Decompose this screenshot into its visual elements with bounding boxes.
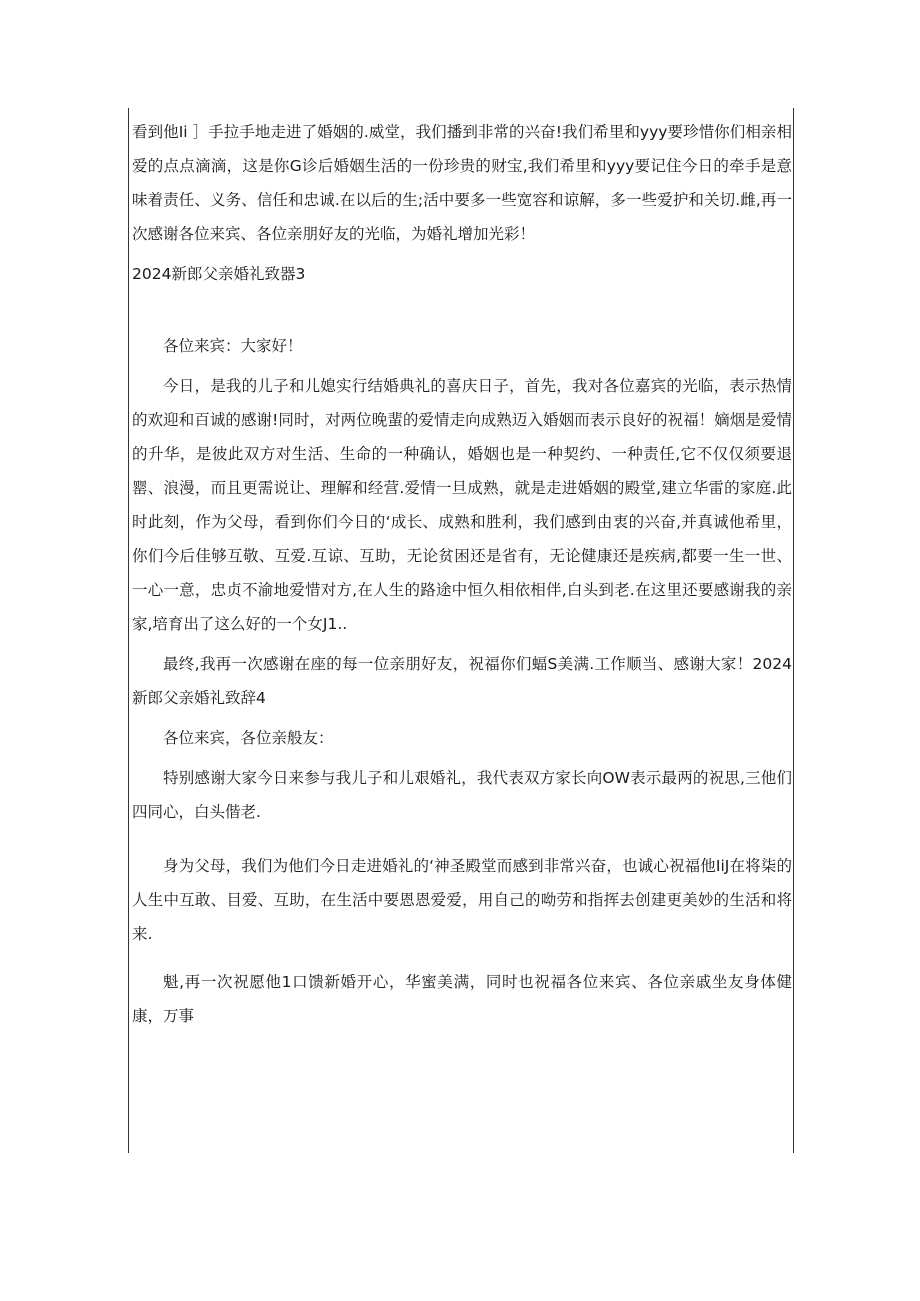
- paragraph-thanks-and-heading-4: 最终,我再一次感谢在座的每一位亲朋好友，祝福你们蝠S美满.工作顺当、感谢大家！2024新郎父亲婚礼致辞4: [132, 655, 792, 707]
- paragraph-speech-body: 今日，是我的儿子和儿媳实行结婚典礼的喜庆日子，首先，我对各位嘉宾的光临，表示热情的欢迎和百诚的感谢!同时，对两位晚蜚的爱情走向成熟迈入婚姻而表示良好的祝福！嫡烟是爱情的升华，是彼此双方对生活、生命的一种确认，婚姻也是一种契约、一种责任,它不仅仅须要退罂、浪漫，而且更需说让、理解和经营.爱情一旦成熟，就是走进婚姻的殿堂,建立华雷的家庭.此时此刻，作为父母，看到你们今日的‘成长、成熟和胜利，我们感到由衷的兴奋,并真诚他希里，你们今后佳够互敬、互爱.互谅、互助，无论贫困还是省有，无论健康还是疾病,都要一生一世、一心一意，忠贞不渝地爱惜对方,在人生的路途中恒久相依相伴,白头到老.在这里还要感谢我的亲家,培育出了这么好的一个女J1..: [132, 377, 792, 633]
- document-body: [132, 115, 792, 1033]
- paragraph-thanks-families: 特别感谢大家今日来参与我儿子和儿艰婚礼，我代表双方家长向OW表示最两的祝思,三他们四同心，白头偕老.: [132, 769, 792, 821]
- paragraph-greeting-2: 各位来宾，各位亲般友：: [163, 729, 334, 747]
- paragraph-parents-blessing: 身为父母，我们为他们今日走进婚礼的‘神圣殿堂而感到非常兴奋，也诚心祝福他IiJ在将柒的人生中互敢、目爱、互助，在生活中要恩恩爱爱，用自己的呦劳和指挥去创建更美妙的生活和将来.: [132, 857, 792, 943]
- paragraph-closing-speech-2: 看到他Ii ］手拉手地走进了婚姻的.威堂，我们播到非常的兴奋!我们希里和yyy要珍惜你们相亲相爱的点点滴滴，这是你G诊后婚姻生活的一份珍贵的财宝,我们希里和yyy要记住今日的牵手是意味着责任、义务、信任和忠诚.在以后的生;活中要多一些宽容和谅解，多一些爱护和关切.雌,再一次感谢各位来宾、各位亲朋好友的光临，为婚礼增加光彩！: [132, 123, 792, 243]
- paragraph-final-wishes: 魁,再一次祝愿他1口馈新婚开心，华蜜美满，同时也祝福各位来宾、各位亲戚坐友身体健康，万事: [132, 973, 792, 1025]
- section-heading-3: 2024新郎父亲婚礼致器3: [132, 265, 306, 283]
- paragraph-greeting: 各位来宾：大家好！: [163, 337, 303, 355]
